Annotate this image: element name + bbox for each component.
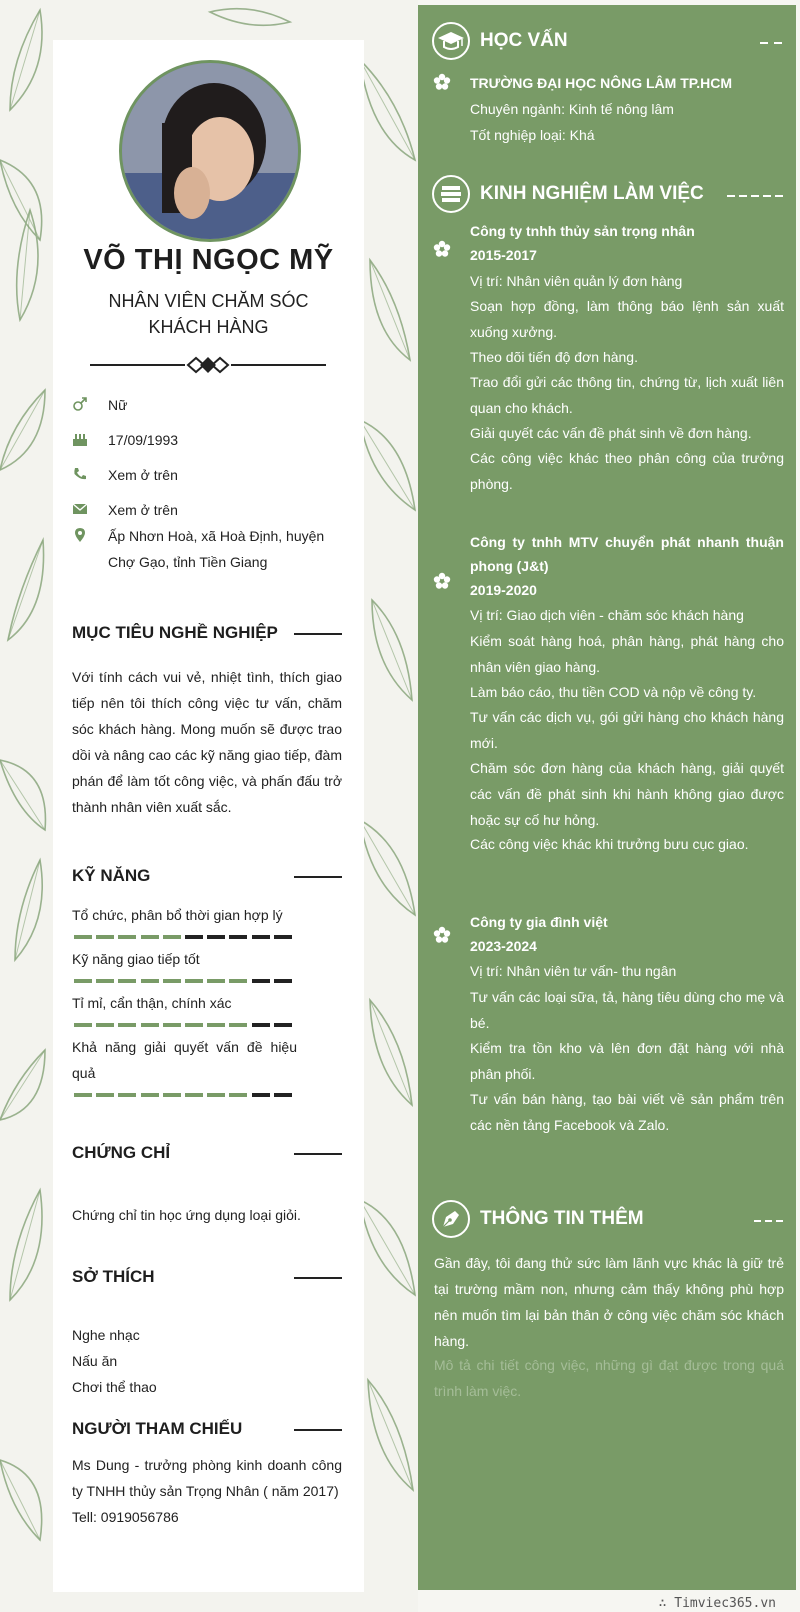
birthday-cake-icon xyxy=(72,431,88,447)
hobby-item: Nấu ăn xyxy=(72,1353,118,1369)
job-line: Kiểm soát hàng hoá, phân hàng, phát hàng cho nhân viên giao hàng. xyxy=(470,633,784,675)
skill-segment xyxy=(185,979,203,983)
skill-segment xyxy=(141,979,159,983)
job-line: Theo dõi tiến độ đơn hàng. xyxy=(470,349,638,365)
skill-segment xyxy=(118,1093,136,1097)
flower-bullet-icon xyxy=(433,572,451,590)
gender-value: Nữ xyxy=(108,397,128,413)
job-company: Công ty tnhh MTV chuyển phát nhanh thuận phong (J&t) xyxy=(470,534,784,574)
skill-segment xyxy=(141,1023,159,1027)
flower-bullet-icon xyxy=(433,926,451,944)
job-line: Giải quyết các vấn đề phát sinh về đơn hàng. xyxy=(470,425,752,441)
books-icon xyxy=(432,175,470,213)
objective-title-rule xyxy=(294,633,342,635)
skills-title: KỸ NĂNG xyxy=(72,866,151,885)
skill-segment xyxy=(274,935,292,939)
additional-title: THÔNG TIN THÊM xyxy=(480,1208,644,1229)
skill-level-bar xyxy=(74,1023,296,1027)
job-line: Các công việc khác khi trưởng bưu cục giao. xyxy=(470,836,749,852)
skill-segment xyxy=(229,1023,247,1027)
avatar xyxy=(119,60,301,242)
email-value: Xem ở trên xyxy=(108,502,178,518)
skill-label: Tỉ mỉ, cẩn thận, chính xác xyxy=(72,995,232,1011)
skill-segment xyxy=(252,935,270,939)
skill-level-bar xyxy=(74,935,296,939)
job-company: Công ty tnhh thủy sản trọng nhân xyxy=(470,223,695,239)
skills-title-rule xyxy=(294,876,342,878)
job-line: Vị trí: Nhân viên tư vấn- thu ngân xyxy=(470,963,677,979)
skill-segment xyxy=(96,935,114,939)
skill-segment xyxy=(185,1023,203,1027)
skill-segment xyxy=(74,935,92,939)
skill-segment xyxy=(96,1093,114,1097)
experience-dash-rule xyxy=(727,195,784,197)
skill-segment xyxy=(141,1093,159,1097)
info-email xyxy=(72,497,342,523)
skill-segment xyxy=(163,1093,181,1097)
job-line: Vị trí: Giao dịch viên - chăm sóc khách hàng xyxy=(470,607,744,623)
address-value: Ấp Nhơn Hoà, xã Hoà Định, huyện Chợ Gạo, tỉnh Tiền Giang xyxy=(108,528,325,570)
job-line: Tư vấn các dịch vụ, gói gửi hàng cho khách hàng mới. xyxy=(470,709,784,751)
watermark: ∴ Timviec365.vn xyxy=(658,1596,776,1611)
skill-segment xyxy=(163,979,181,983)
references-title: NGƯỜI THAM CHIẾU xyxy=(72,1419,243,1438)
skill-label: Tổ chức, phân bổ thời gian hợp lý xyxy=(72,907,283,923)
references-text: Ms Dung - trưởng phòng kinh doanh công ty TNHH thủy sản Trọng Nhân ( năm 2017) xyxy=(72,1457,342,1499)
job-period: 2019-2020 xyxy=(470,582,537,598)
skill-level-bar xyxy=(74,1093,296,1097)
skill-segment xyxy=(163,935,181,939)
additional-placeholder: Mô tả chi tiết công việc, những gì đạt được trong quá trình làm việc. xyxy=(434,1357,784,1399)
education-title: HỌC VẤN xyxy=(480,30,568,51)
job-line: Kiểm tra tồn kho và lên đơn đặt hàng với nhà phân phối. xyxy=(470,1040,784,1082)
skill-segment xyxy=(207,979,225,983)
skill-segment xyxy=(274,1093,292,1097)
additional-header xyxy=(432,1200,784,1240)
phone-icon xyxy=(72,466,88,482)
certificates-text: Chứng chỉ tin học ứng dụng loại giỏi. xyxy=(72,1207,301,1223)
skill-segment xyxy=(163,1023,181,1027)
certificates-title: CHỨNG CHỈ xyxy=(72,1143,171,1162)
job-company: Công ty gia đình việt xyxy=(470,914,608,930)
education-major: Chuyên ngành: Kinh tế nông lâm xyxy=(470,101,674,117)
education-grade: Tốt nghiệp loại: Khá xyxy=(470,127,595,143)
phone-value: Xem ở trên xyxy=(108,467,178,483)
hobbies-title-rule xyxy=(294,1277,342,1279)
skill-level-bar xyxy=(74,979,296,983)
email-envelope-icon xyxy=(72,501,88,517)
objective-title: MỤC TIÊU NGHỀ NGHIỆP xyxy=(72,623,278,642)
skill-segment xyxy=(96,1023,114,1027)
education-school: TRƯỜNG ĐẠI HỌC NÔNG LÂM TP.HCM xyxy=(470,75,733,91)
skill-segment xyxy=(207,1093,225,1097)
hobby-item: Nghe nhạc xyxy=(72,1327,140,1343)
skill-segment xyxy=(207,1023,225,1027)
flower-bullet-icon xyxy=(433,240,451,258)
skill-segment xyxy=(229,1093,247,1097)
skill-segment xyxy=(185,1093,203,1097)
references-title-rule xyxy=(294,1429,342,1431)
objective-text: Với tính cách vui vẻ, nhiệt tình, thích giao tiếp nên tôi thích công việc tư vấn, chăm sóc khách hàng. Mong muốn sẽ được trao dồi và nâng cao các kỹ năng giao tiếp, đàm phán để làm tốt công việc, và phấn đấu trở thành nhân viên xuất sắc. xyxy=(72,669,342,815)
job-line: Làm báo cáo, thu tiền COD và nộp về công ty. xyxy=(470,684,757,700)
job-line: Các công việc khác theo phân công của trưởng phòng. xyxy=(470,450,784,492)
skill-label: Kỹ năng giao tiếp tốt xyxy=(72,951,200,967)
job-line: Tư vấn các loại sữa, tả, hàng tiêu dùng cho mẹ và bé. xyxy=(470,989,784,1031)
education-header xyxy=(432,22,784,62)
info-phone xyxy=(72,462,342,488)
skill-segment xyxy=(207,935,225,939)
hobbies-title: SỞ THÍCH xyxy=(72,1267,155,1286)
info-birthday xyxy=(72,427,342,453)
full-name: VÕ THỊ NGỌC MỸ xyxy=(83,244,334,276)
hobby-item: Chơi thể thao xyxy=(72,1379,157,1395)
job-line: Vị trí: Nhân viên quản lý đơn hàng xyxy=(470,273,683,289)
job-title: NHÂN VIÊN CHĂM SÓC KHÁCH HÀNG xyxy=(108,291,309,337)
additional-dash-rule xyxy=(754,1220,784,1222)
skill-segment xyxy=(74,1093,92,1097)
skill-label: Khả năng giải quyết vấn đề hiệu quả xyxy=(72,1039,297,1081)
skill-segment xyxy=(274,979,292,983)
portrait-photo-icon xyxy=(122,63,301,242)
skill-segment xyxy=(74,1023,92,1027)
graduation-cap-icon xyxy=(432,22,470,60)
pen-nib-icon xyxy=(432,1200,470,1238)
skill-segment xyxy=(118,935,136,939)
experience-title: KINH NGHIỆM LÀM VIỆC xyxy=(480,183,704,204)
info-gender xyxy=(72,392,342,418)
job-line: Soạn hợp đồng, làm thông báo lệnh sản xuất xuống xưởng. xyxy=(470,298,784,340)
job-line: Chăm sóc đơn hàng của khách hàng, giải quyết các vấn đề phát sinh khi hành không giao được hoặc sự cố hư hỏng. xyxy=(470,760,784,828)
experience-header xyxy=(432,175,784,215)
skill-segment xyxy=(118,1023,136,1027)
skill-segment xyxy=(141,935,159,939)
skill-segment xyxy=(118,979,136,983)
skill-segment xyxy=(74,979,92,983)
job-line: Trao đổi gửi các thông tin, chứng từ, lịch xuất liên quan cho khách. xyxy=(470,374,784,416)
education-dash-rule xyxy=(760,42,784,44)
job-period: 2023-2024 xyxy=(470,938,537,954)
info-address xyxy=(72,523,342,575)
certificates-title-rule xyxy=(294,1153,342,1155)
skill-segment xyxy=(185,935,203,939)
job-period: 2015-2017 xyxy=(470,247,537,263)
additional-text: Gần đây, tôi đang thử sức làm lãnh vực khác là giữ trẻ tại trường mầm non, nhưng cảm thấy không phù hợp nên muốn tìm lại bản thân ở công việc chăm sóc khách hàng. xyxy=(434,1255,784,1349)
skill-segment xyxy=(274,1023,292,1027)
skill-segment xyxy=(252,1023,270,1027)
skill-segment xyxy=(252,1093,270,1097)
references-phone: Tell: 0919056786 xyxy=(72,1509,179,1525)
skill-segment xyxy=(229,979,247,983)
job-line: Tư vấn bán hàng, tạo bài viết về sản phẩm trên các nền tảng Facebook và Zalo. xyxy=(470,1091,784,1133)
ornament-divider-icon xyxy=(90,355,326,375)
skill-segment xyxy=(252,979,270,983)
skill-segment xyxy=(96,979,114,983)
birthday-value: 17/09/1993 xyxy=(108,432,179,448)
skill-segment xyxy=(229,935,247,939)
gender-icon xyxy=(72,396,88,412)
flower-bullet-icon xyxy=(433,73,451,91)
location-pin-icon xyxy=(72,527,88,543)
